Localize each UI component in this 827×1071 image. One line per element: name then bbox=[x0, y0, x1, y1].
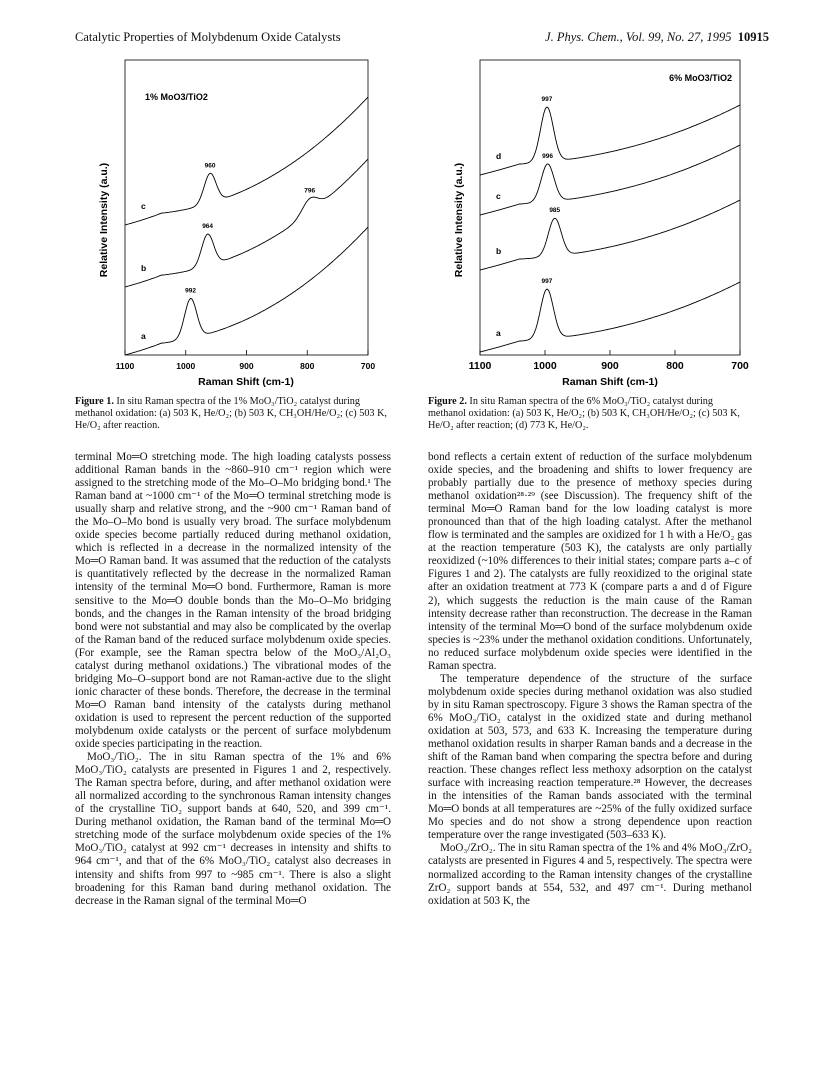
fig2-xtick-label: 1100 bbox=[468, 360, 492, 372]
fig2-peak-label: 985 bbox=[549, 207, 561, 215]
fig2-series-a-label: a bbox=[496, 328, 501, 338]
figure-2-chart bbox=[440, 55, 750, 387]
fig2-ylabel: Relative Intensity (a.u.) bbox=[453, 162, 465, 278]
fig1-peak-label: 796 bbox=[304, 187, 316, 195]
fig1-peak-label: 992 bbox=[185, 287, 197, 295]
fig2-series-d-label: d bbox=[496, 151, 502, 161]
left-paragraph-2: MoO₃/TiO₂. The in situ Raman spectra of the 1% and 6% MoO₃/TiO₂ catalysts are presented in Figures 1 and 2, respectively. The Raman spectra before, during, and after methanol oxidation were all normalized according to the synchronous Raman intensity changes of the crystalline TiO₂ support bands at 640, 520, and 399 cm⁻¹. During methanol oxidation, the Raman band of the terminal Mo═O stretching mode of the surface molybdenum oxide species of the 1% MoO₃/TiO₂ catalyst at 992 cm⁻¹ decreases in intensity and shifts to 964 cm⁻¹, and that of the 6% MoO₃/TiO₂ catalyst also decreases in intensity and shifts from 997 to ~985 cm⁻¹. There is also a slight broadening for this Raman band during methanol oxidation. The decrease in the Raman signal of the terminal Mo═O bbox=[75, 751, 391, 907]
fig1-xtick-label: 900 bbox=[239, 361, 254, 371]
fig2-peak-label: 996 bbox=[542, 152, 554, 160]
figure-1-caption-text: In situ Raman spectra of the 1% MoO₃/TiO₂ catalyst during methanol oxidation: (a) 503 K, He/O₂; (b) 503 K, CH₃OH/He/O₂; (c) 503 K, He/O₂ after reaction. bbox=[75, 396, 387, 431]
fig1-peak-label: 964 bbox=[202, 223, 214, 231]
fig2-xtick-label: 800 bbox=[666, 360, 684, 372]
fig2-series-c-line bbox=[480, 145, 740, 215]
fig2-xtick-label: 900 bbox=[601, 360, 619, 372]
fig2-series-b-label: b bbox=[496, 246, 502, 256]
figure-1-chart bbox=[85, 55, 385, 387]
fig2-peak-label: 997 bbox=[541, 95, 553, 103]
fig1-xtick-label: 800 bbox=[300, 361, 315, 371]
fig1-plot-frame bbox=[125, 60, 368, 355]
journal-name: J. Phys. Chem., Vol. 99, No. 27, 1995 bbox=[545, 30, 732, 44]
running-header: Catalytic Properties of Molybdenum Oxide Catalysts bbox=[75, 30, 341, 44]
right-paragraph-3: MoO₃/ZrO₂. The in situ Raman spectra of the 1% and 4% MoO₃/ZrO₂ catalysts are presented in Figures 4 and 5, respectively. The spectra were normalized according to the Raman intensity changes of the crystalline ZrO₂ support bands at 554, 532, and 497 cm⁻¹. During methanol oxidation at 503 K, the bbox=[428, 842, 752, 907]
right-paragraph-1: bond reflects a certain extent of reduction of the surface molybdenum oxide species, and the broadening and shifts to lower frequency are probably partially due to the presence of methoxy species during methanol oxidation²⁸·²⁹ (see Discussion). The frequency shift of the terminal Mo═O Raman band for the low loading catalyst is more pronounced than that of the high loading catalyst. After the methanol flow is terminated and the samples are oxidized for 1 h with a He/O₂ gas at the reaction temperature (503 K), the catalysts are only partially reoxidized (~10% differences to their initial states; compare parts a–c of Figures 1 and 2). The catalysts are fully reoxidized to the original state after an oxidation treatment at 773 K (compare parts a and d of Figure 2), which suggests the reduction is the main cause of the Raman intensity decrease rather than reconstruction. The decrease in the Raman intensity of the terminal Mo═O bond of the surface molybdenum oxide species is ~23% under the methanol oxidation conditions. Unfortunately, no reduced surface molybdenum oxide species were identified in the Raman spectra. bbox=[428, 451, 752, 672]
fig1-xtick-label: 1000 bbox=[176, 361, 196, 371]
fig2-series-b-line bbox=[480, 200, 740, 270]
fig2-title: 6% MoO3/TiO2 bbox=[669, 73, 732, 83]
fig2-xtick-label: 1000 bbox=[533, 360, 557, 372]
left-text-column bbox=[75, 451, 391, 908]
figure-1-caption bbox=[75, 396, 390, 432]
journal-citation bbox=[545, 30, 769, 45]
fig1-ylabel: Relative Intensity (a.u.) bbox=[98, 162, 110, 278]
fig1-series-b-line bbox=[125, 159, 368, 287]
fig1-series-a-line bbox=[125, 227, 368, 355]
fig2-series-c-label: c bbox=[496, 191, 501, 201]
figure-2-caption bbox=[428, 396, 753, 432]
fig2-peak-label: 997 bbox=[541, 277, 553, 285]
figure-1-label: Figure 1. bbox=[75, 396, 114, 407]
fig1-xtick-label: 700 bbox=[360, 361, 376, 371]
figure-2-caption-text: In situ Raman spectra of the 6% MoO₃/TiO₂ catalyst during methanol oxidation: (a) 503 K, He/O₂; (b) 503 K, CH₃OH/He/O₂; (c) 503 K, He/O₂ after reaction; (d) 773 K, He/O₂. bbox=[428, 396, 740, 431]
fig2-series-d-line bbox=[480, 105, 740, 175]
fig1-series-c-line bbox=[125, 97, 368, 225]
fig1-xlabel: Raman Shift (cm-1) bbox=[198, 376, 294, 387]
left-paragraph-1: terminal Mo═O stretching mode. The high loading catalysts possess additional Raman bands in the ~860–910 cm⁻¹ region which were assigned to the stretching mode of the Mo–O–Mo bridging bond.¹ The Raman band at ~1000 cm⁻¹ of the Mo═O terminal stretching mode is usually sharp and relative strong, and the ~900 cm⁻¹ Raman band of the Mo–O–Mo bond is usually very broad. The surface molybdenum oxide species become partially reduced during methanol oxidation, which is reflected in a decrease in the normalized intensity of the Mo═O Raman band. It was assumed that the reduction of the catalysts is quantitatively reflected by the decrease in the normalized Raman intensity of the terminal Mo═O bond. Furthermore, Raman is more sensitive to the Mo═O double bonds than the Mo–O–Mo bridging bonds, and the changes in the Raman intensity of the broad bridging bond were not substantial and may also be complicated by the overlap of the Raman band of the reduced surface molybdenum oxide species. (For example, see the Raman spectra below of the MoO₃/Al₂O₃ catalyst during methanol oxidations.) The vibrational modes of the bridging Mo–O–support bond are not Raman-active due to the slight ionic character of these bonds. Therefore, the decrease in the terminal Mo═O Raman band intensity of the catalysts during methanol oxidation is used to represent the percent reduction of the supported molybdenum oxide catalysts or the percent of surface molybdenum oxide species participating in the reaction. bbox=[75, 451, 391, 751]
fig2-plot-frame bbox=[480, 60, 740, 355]
fig1-peak-label: 960 bbox=[204, 162, 216, 170]
figure-2-label: Figure 2. bbox=[428, 396, 467, 407]
fig1-series-c-label: c bbox=[141, 201, 146, 211]
fig2-xtick-label: 700 bbox=[731, 360, 749, 372]
fig1-series-b-label: b bbox=[141, 263, 147, 273]
page-number: 10915 bbox=[737, 30, 769, 44]
fig2-series-a-line bbox=[480, 282, 740, 352]
right-paragraph-2: The temperature dependence of the structure of the surface molybdenum oxide species during methanol oxidation was also studied by in situ Raman spectroscopy. Figure 3 shows the Raman spectra of the 6% MoO₃/TiO₂ catalyst in the oxidized state and during methanol oxidation at 503, 573, and 633 K. Increasing the temperature during methanol oxidation results in sharper Raman bands and a decrease in the shift of the Raman band when comparing the spectra before and during reaction. These changes reflect less methoxy adsorption on the catalyst surface with increasing reaction temperature.²⁸ However, the decreases in the intensities of the Raman bands associated with the terminal Mo═O bonds at all temperatures are ~25% of the fully oxidized surface Mo species and do not show a strong dependence upon reaction temperature over the range investigated (503–633 K). bbox=[428, 672, 752, 842]
fig1-xtick-label: 1100 bbox=[115, 361, 135, 371]
fig1-series-a-label: a bbox=[141, 331, 146, 341]
fig2-xlabel: Raman Shift (cm-1) bbox=[562, 376, 658, 387]
fig1-title: 1% MoO3/TiO2 bbox=[145, 92, 208, 102]
right-text-column bbox=[428, 451, 752, 908]
